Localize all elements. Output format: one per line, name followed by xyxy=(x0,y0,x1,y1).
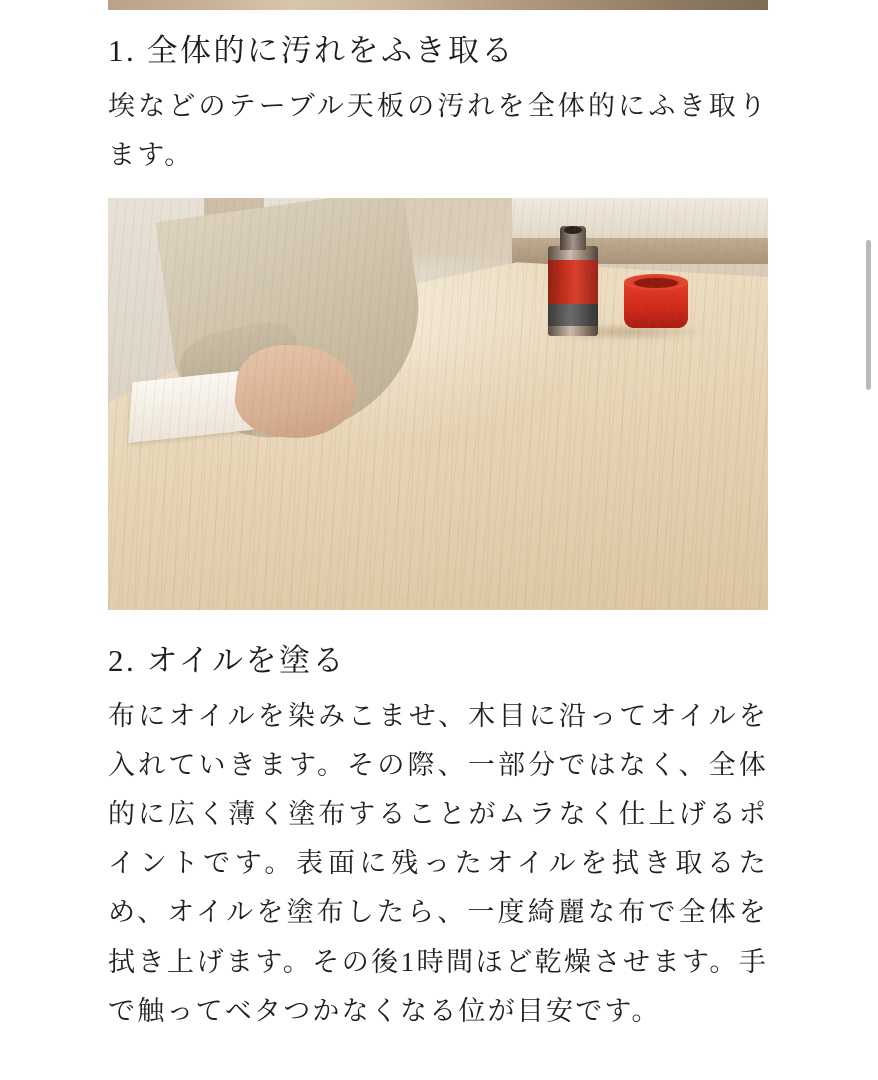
section-1-heading: 1. 全体的に汚れをふき取る xyxy=(108,33,515,68)
article-content xyxy=(108,0,768,1036)
section-1-body: 埃などのテーブル天板の汚れを全体的にふき取ります。 xyxy=(108,90,768,170)
scrollbar-track[interactable] xyxy=(867,0,875,1080)
photo-oil-can-label xyxy=(548,260,598,304)
scrollbar-thumb[interactable] xyxy=(866,240,871,390)
photo-illustration xyxy=(108,198,768,610)
photo-oil-can-label-lower xyxy=(548,304,598,326)
section-2-heading: 2. オイルを塗る xyxy=(108,643,346,679)
section-1-photo xyxy=(108,198,768,610)
section-2-body: 布にオイルを染みこませ、木目に沿ってオイルを入れていきます。その際、一部分ではなく、全体的に広く薄く塗布することがムラなく仕上げるポイントです。表面に残ったオイルを拭き取るため、オイルを塗布したら、一度綺麗な布で全体を拭き上げます。その後1時間ほど乾燥させます。手で触ってベタつかなくなる位が目安です。 xyxy=(108,700,768,1026)
